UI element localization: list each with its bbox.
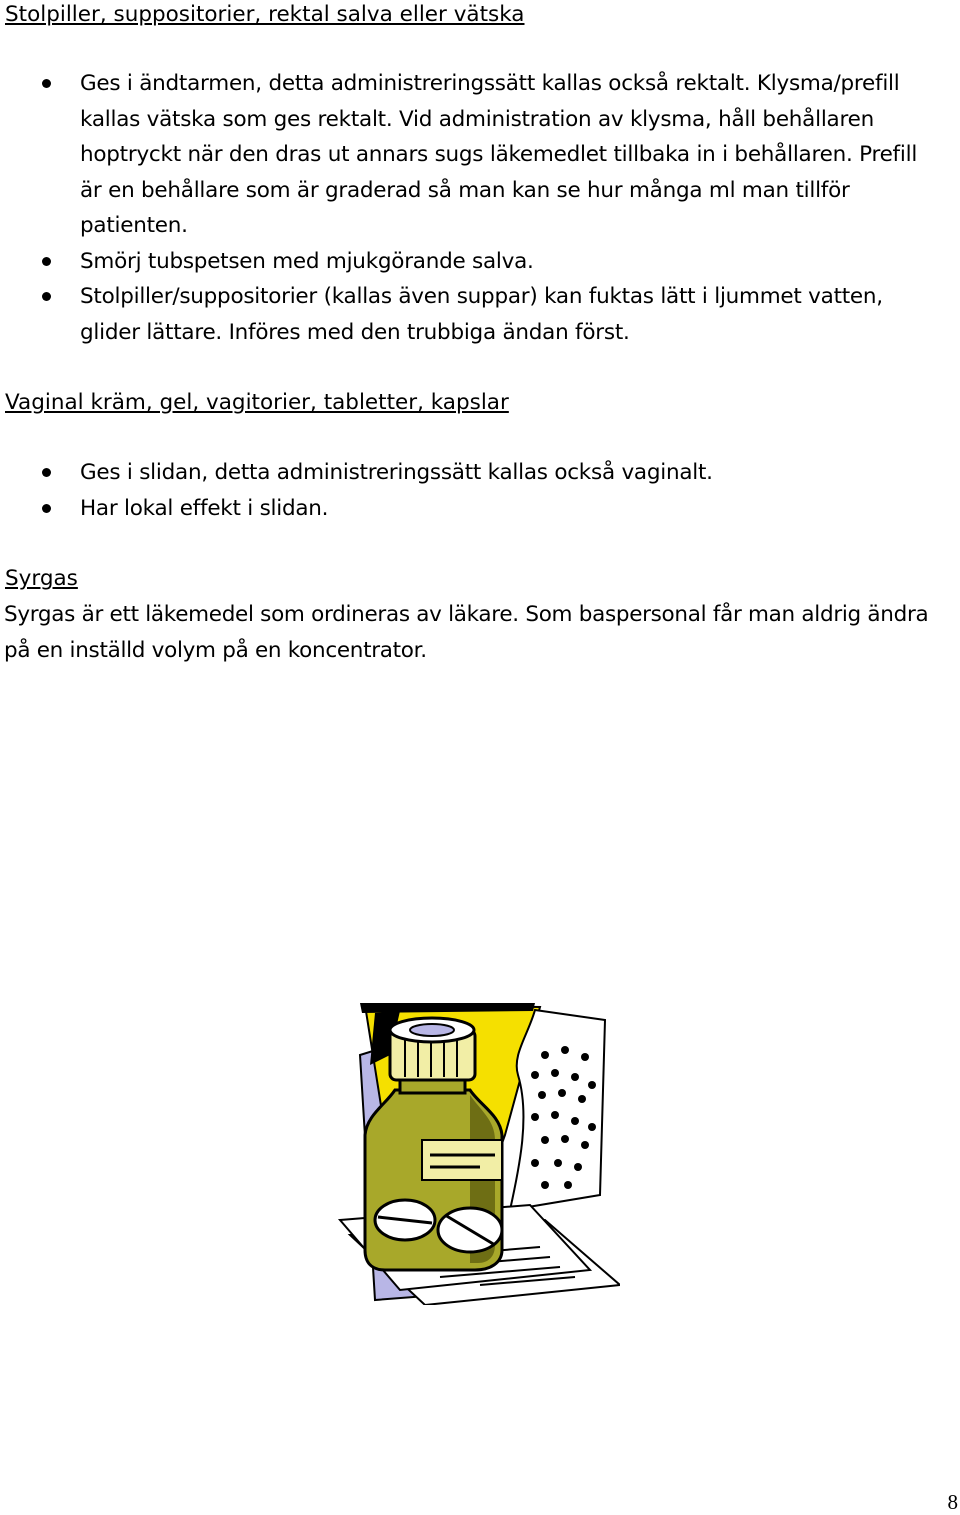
list-item: [0, 279, 955, 350]
list-item: [0, 455, 955, 491]
bottle-cap-top-inner: [410, 1024, 454, 1036]
bullet-icon: [42, 257, 51, 266]
list-item: [0, 491, 955, 527]
section-heading-vaginal: Vaginal kräm, gel, vagitorier, tabletter, kapslar: [5, 390, 509, 415]
medicine-bottle-pills-icon: [330, 995, 620, 1305]
backdrop-dotted-panel: [510, 1010, 605, 1210]
list-item-text: Smörj tubspetsen med mjukgörande salva.: [80, 248, 534, 274]
vaginal-list: [0, 455, 955, 526]
bullet-icon: [42, 292, 51, 301]
list-item-text: Ges i slidan, detta administreringssätt kallas också vaginalt.: [80, 460, 713, 485]
section-heading-rectal: Stolpiller, suppositorier, rektal salva eller vätska: [5, 2, 525, 27]
list-item-text: Stolpiller/suppositorier (kallas även suppar) kan fuktas lätt i ljummet vatten, glider lättare. Införes med den trubbiga ändan först.: [80, 284, 883, 345]
rectal-list: [0, 66, 955, 350]
bottle-label: [422, 1140, 502, 1180]
list-item: [0, 244, 955, 280]
bullet-icon: [42, 79, 51, 88]
pill-icon: [375, 1200, 435, 1240]
section-heading-oxygen: Syrgas: [5, 566, 78, 591]
bullet-icon: [42, 468, 51, 477]
oxygen-paragraph: Syrgas är ett läkemedel som ordineras av läkare. Som baspersonal får man aldrig ändra på en inställd volym på en koncentrator.: [4, 602, 929, 663]
pill-icon: [438, 1208, 502, 1252]
list-item-text: Har lokal effekt i slidan.: [80, 495, 329, 521]
list-item: [0, 66, 955, 244]
list-item-text: Ges i ändtarmen, detta administreringssätt kallas också rektalt. Klysma/prefill kallas vätska som ges rektalt. Vid administration av klysma, håll behållaren hoptryckt när den dras ut annars sugs läkemedlet tillbaka in i behållaren. Prefill är en behållare som är graderad så man kan se hur många ml man tillför patienten.: [80, 71, 918, 238]
bullet-icon: [42, 504, 51, 513]
page-number: 8: [947, 1490, 958, 1514]
